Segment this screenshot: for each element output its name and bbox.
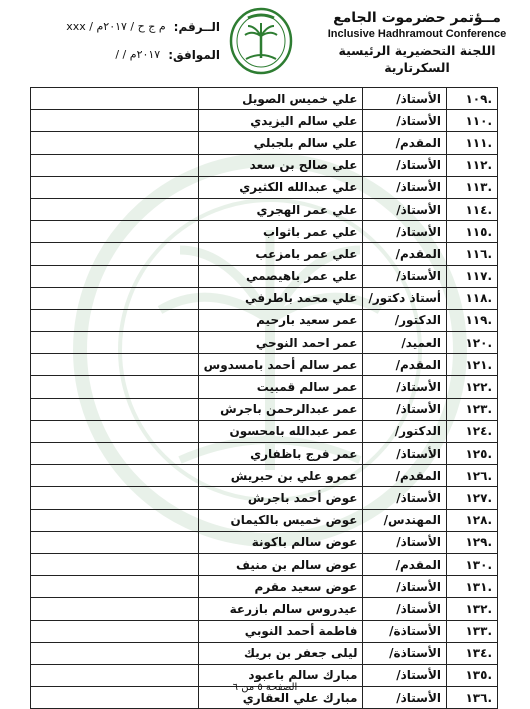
secretariat-label: السكرتارية [384,60,450,75]
row-blank-cell [31,420,199,442]
row-blank-cell [31,576,199,598]
row-name: عمر احمد النوحي [198,332,363,354]
table-row [31,110,498,132]
table-row [31,287,498,309]
table-row [31,332,498,354]
row-blank-cell [31,531,199,553]
row-title: أستاذ دكتور/ [363,287,447,309]
table-row [31,132,498,154]
row-name: عمرو علي بن حبريش [198,465,363,487]
row-blank-cell [31,265,199,287]
row-name: عمر عبدالله بامحسون [198,420,363,442]
date-value: / / ٢٠١٧م [115,48,161,61]
row-title: الأستاذ/ [363,154,447,176]
conference-logo [228,6,294,80]
row-blank-cell [31,287,199,309]
row-number: .١١٠ [447,110,498,132]
row-name: فاطمة أحمد النوبي [198,620,363,642]
table-row [31,198,498,220]
date-row [30,46,220,64]
row-number: .١٢٥ [447,443,498,465]
row-blank-cell [31,487,199,509]
row-name: عوض سالم باكونة [198,531,363,553]
row-number: .١١٣ [447,176,498,198]
row-blank-cell [31,509,199,531]
row-name: عوض سالم بن منيف [198,553,363,575]
table-row [31,398,498,420]
row-number: .١٢٢ [447,376,498,398]
row-blank-cell [31,376,199,398]
row-name: علي سالم بلجبلي [198,132,363,154]
table-row [31,354,498,376]
row-title: الأستاذ/ [363,576,447,598]
row-blank-cell [31,332,199,354]
row-number: .١٢٧ [447,487,498,509]
table-row [31,376,498,398]
table-row [31,154,498,176]
row-name: علي عبدالله الكثيري [198,176,363,198]
row-title: الأستاذ/ [363,110,447,132]
row-number: .١٣٣ [447,620,498,642]
row-name: علي سالم اليزيدي [198,110,363,132]
row-blank-cell [31,309,199,331]
page-number: الصفحة ٥ من ٦ [232,682,298,693]
names-table [30,87,498,709]
table-row [31,243,498,265]
row-blank-cell [31,88,199,110]
table-row [31,576,498,598]
table-row [31,487,498,509]
row-name: علي عمر باهيصمي [198,265,363,287]
reference-block [30,18,220,74]
row-number: .١١٦ [447,243,498,265]
table-row [31,509,498,531]
row-title: الأستاذة/ [363,620,447,642]
row-title: الأستاذ/ [363,265,447,287]
row-name: عوض أحمد باجرش [198,487,363,509]
table-row [31,553,498,575]
row-number: .١١١ [447,132,498,154]
row-title: الدكتور/ [363,420,447,442]
row-name: علي عمر الهجري [198,198,363,220]
row-blank-cell [31,110,199,132]
table-row [31,176,498,198]
row-number: .١١٨ [447,287,498,309]
row-name: ليلى جعفر بن بريك [198,642,363,664]
row-number: .١٠٩ [447,88,498,110]
row-number: .١٢١ [447,354,498,376]
row-name: عمر عبدالرحمن باجرش [198,398,363,420]
row-name: علي عمر بامزعب [198,243,363,265]
row-blank-cell [31,221,199,243]
row-title: الدكتور/ [363,309,447,331]
row-title: الأستاذ/ [363,221,447,243]
row-title: العميد/ [363,332,447,354]
row-number: .١١٩ [447,309,498,331]
row-name: عوض سعيد مقرم [198,576,363,598]
row-name: عمر فرج باظفاري [198,443,363,465]
org-name-arabic: مــؤتمر حضرموت الجامع [333,10,501,26]
row-number: .١٢٦ [447,465,498,487]
row-number: .١٣٤ [447,642,498,664]
reference-row [30,18,220,36]
row-number: .١١٧ [447,265,498,287]
date-label: الموافق: [168,48,220,62]
table-row [31,221,498,243]
row-name: علي خميس الصويل [198,88,363,110]
row-blank-cell [31,465,199,487]
row-name: علي عمر باثواب [198,221,363,243]
row-number: .١٢٣ [447,398,498,420]
table-row [31,620,498,642]
reference-label: الــرقم: [173,20,220,34]
table-row [31,88,498,110]
row-blank-cell [31,354,199,376]
row-name: مبارك علي العقاري [198,687,363,709]
committee-name: اللجنة التحضيرية الرئيسية [338,43,496,58]
row-number: .١٢٩ [447,531,498,553]
row-blank-cell [31,598,199,620]
row-title: المقدم/ [363,465,447,487]
row-title: الأستاذ/ [363,198,447,220]
row-number: .١١٥ [447,221,498,243]
row-title: المقدم/ [363,243,447,265]
row-number: .١١٤ [447,198,498,220]
row-blank-cell [31,553,199,575]
table-row [31,531,498,553]
row-name: عمر سعيد بارحيم [198,309,363,331]
row-name: عوض خميس بالكيمان [198,509,363,531]
row-number: .١٣٢ [447,598,498,620]
row-title: الأستاذ/ [363,443,447,465]
row-name: عيدروس سالم بازرعة [198,598,363,620]
table-row [31,443,498,465]
row-title: الأستاذ/ [363,376,447,398]
row-title: الأستاذ/ [363,598,447,620]
row-blank-cell [31,132,199,154]
row-number: .١٢٨ [447,509,498,531]
row-blank-cell [31,398,199,420]
row-number: .١١٢ [447,154,498,176]
row-number: .١٢٤ [447,420,498,442]
row-name: عمر سالم أحمد بامسدوس [198,354,363,376]
row-name: مبارك سالم باعبود [198,664,363,686]
row-blank-cell [31,176,199,198]
row-name: عمر سالم قمبيت [198,376,363,398]
row-title: الأستاذ/ [363,176,447,198]
row-title: المهندس/ [363,509,447,531]
row-title: الأستاذ/ [363,531,447,553]
row-number: .١٣٥ [447,664,498,686]
org-name-english: Inclusive Hadhramout Conference [327,28,507,40]
row-title: المقدم/ [363,553,447,575]
table-row [31,642,498,664]
row-blank-cell [31,642,199,664]
row-number: .١٣٦ [447,687,498,709]
row-blank-cell [31,198,199,220]
row-title: الأستاذ/ [363,88,447,110]
row-name: علي محمد باطرفي [198,287,363,309]
row-blank-cell [31,443,199,465]
row-title: المقدم/ [363,132,447,154]
row-title: المقدم/ [363,354,447,376]
row-number: .١٢٠ [447,332,498,354]
row-title: الأستاذ/ [363,687,447,709]
row-number: .١٣٠ [447,553,498,575]
row-title: الأستاذ/ [363,664,447,686]
table-row [31,265,498,287]
row-title: الأستاذ/ [363,487,447,509]
table-row [31,465,498,487]
row-number: .١٣١ [447,576,498,598]
row-blank-cell [31,243,199,265]
row-name: علي صالح بن سعد [198,154,363,176]
table-row [31,598,498,620]
row-blank-cell [31,154,199,176]
reference-value: xxx / م ج ح / ٢٠١٧م [66,20,166,33]
table-row [31,420,498,442]
row-title: الأستاذ/ [363,398,447,420]
row-title: الأستاذة/ [363,642,447,664]
row-blank-cell [31,620,199,642]
organization-header [322,10,512,76]
table-row [31,309,498,331]
